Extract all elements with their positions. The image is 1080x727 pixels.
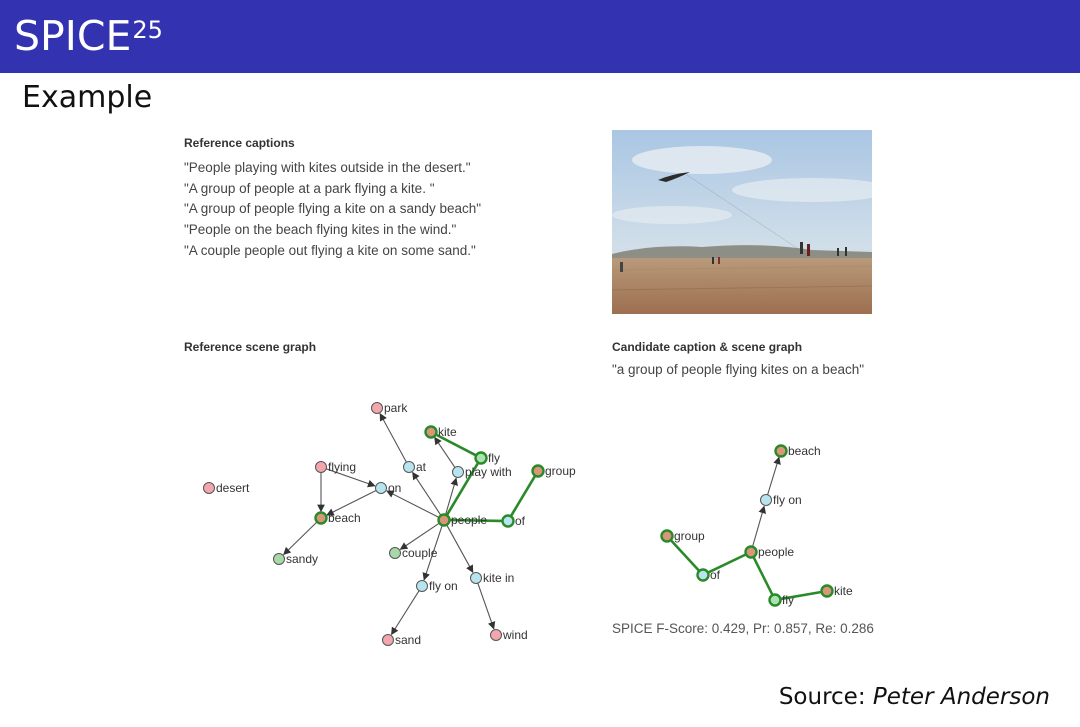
cand-node-label: of (710, 568, 721, 582)
source-credit: Source: Peter Anderson (778, 684, 1050, 710)
ref-node-beach (316, 513, 327, 524)
ref-node-label: fly on (429, 579, 458, 593)
ref-node-label: park (384, 401, 408, 415)
ref-node-sand (383, 635, 394, 646)
reference-graph-heading: Reference scene graph (184, 340, 317, 354)
ref-node-fly (476, 453, 487, 464)
ref-node-label: at (416, 460, 427, 474)
reference-caption: "A group of people at a park flying a kite. " (184, 180, 435, 196)
cand-node-label: group (674, 529, 705, 543)
ref-edge-kitein-wind (478, 583, 494, 629)
ref-node-label: sand (395, 633, 422, 647)
cand-edge-people-fly (753, 557, 772, 594)
slide-subtitle: Example (22, 80, 153, 115)
ref-node-label: flying (328, 460, 357, 474)
cand-node-kite (822, 586, 833, 597)
cand-node-flyon (761, 495, 772, 506)
cand-node-label: beach (788, 444, 821, 458)
cand-node-label: kite (834, 584, 853, 598)
ref-node-playwith (453, 467, 464, 478)
slide-title: SPICE$^{25}$ (14, 12, 163, 60)
reference-caption: "A group of people flying a kite on a sandy beach" (184, 201, 482, 217)
ref-node-label: on (388, 481, 402, 495)
cand-node-people (746, 547, 757, 558)
ref-node-label: beach (328, 511, 361, 525)
ref-edge-people-kitein (447, 525, 473, 572)
ref-node-label: people (451, 513, 488, 527)
cand-node-beach (776, 446, 787, 457)
cand-node-label: fly (782, 593, 794, 607)
spice-score: SPICE F-Score: 0.429, Pr: 0.857, Re: 0.286 (612, 621, 874, 636)
candidate-caption: "a group of people flying kites on a beach" (612, 362, 865, 377)
ref-node-kite (426, 427, 437, 438)
ref-node-label: kite in (483, 571, 515, 585)
ref-node-label: desert (216, 481, 250, 495)
ref-node-group (533, 466, 544, 477)
cand-node-label: fly on (773, 493, 802, 507)
ref-edge-of-group (511, 477, 535, 517)
ref-node-sandy (274, 554, 285, 565)
ref-node-of (503, 516, 514, 527)
candidate-heading: Candidate caption & scene graph (612, 340, 803, 354)
ref-edge-flyon-sand (391, 591, 419, 635)
ref-node-label: wind (503, 628, 528, 642)
ref-node-couple (390, 548, 401, 559)
cand-node-label: people (758, 545, 795, 559)
reference-caption: "A couple people out flying a kite on some sand." (184, 242, 476, 258)
ref-edge-people-at (413, 472, 441, 515)
ref-edge-beach-sandy (284, 522, 317, 555)
cand-node-fly (770, 595, 781, 606)
ref-node-on (376, 483, 387, 494)
ref-node-flying (316, 462, 327, 473)
cand-node-of (698, 570, 709, 581)
ref-node-label: sandy (286, 552, 319, 566)
ref-node-label: play with (465, 465, 512, 479)
ref-node-wind (491, 630, 502, 641)
ref-node-at (404, 462, 415, 473)
cand-node-group (662, 531, 673, 542)
ref-node-label: fly (488, 451, 500, 465)
ref-node-label: couple (402, 546, 438, 560)
ref-node-label: group (545, 464, 576, 478)
ref-node-park (372, 403, 383, 414)
ref-node-flyon (417, 581, 428, 592)
source-author: Peter Anderson (872, 684, 1050, 710)
ref-node-label: kite (438, 425, 457, 439)
ref-node-kitein (471, 573, 482, 584)
ref-node-label: of (515, 514, 526, 528)
ref-edge-at-park (380, 414, 406, 462)
reference-caption: "People playing with kites outside in the desert." (184, 160, 471, 175)
reference-caption: "People on the beach flying kites in the wind." (184, 222, 457, 238)
ref-node-desert (204, 483, 215, 494)
ref-node-people (439, 515, 450, 526)
cand-edge-of-group (671, 541, 699, 571)
citation-superscript: 25 (132, 16, 163, 44)
reference-captions-heading: Reference captions (184, 136, 295, 150)
cand-edge-flyon-beach (768, 457, 779, 495)
cand-edge-people-flyon (753, 506, 765, 546)
